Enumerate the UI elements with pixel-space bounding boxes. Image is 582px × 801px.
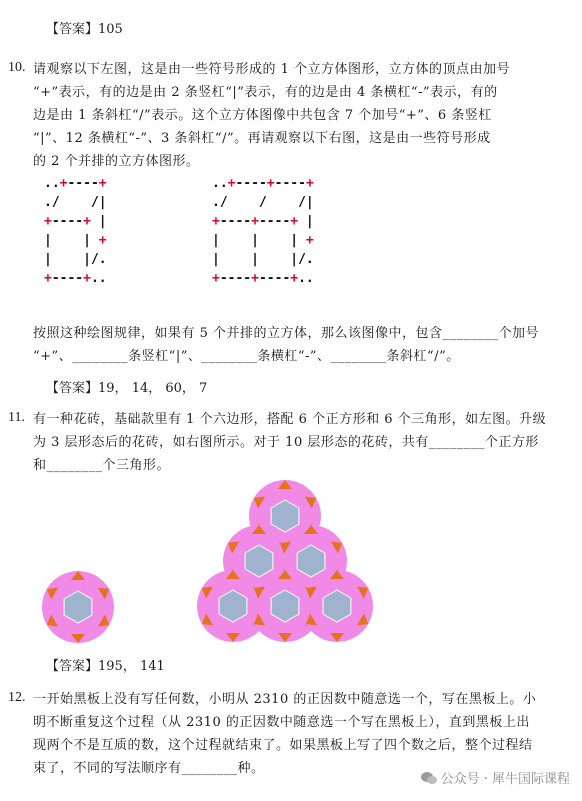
answer-value: 195， 141 [98, 659, 165, 674]
q11-line-2: 为 3 层形态后的花砖，如右图所示。对于 10 层形态的花砖，共有________个正方形 [33, 435, 539, 450]
q11-answer [46, 655, 165, 674]
q10-line-2: “+”表示，有的边是由 2 条竖杠“|”表示，有的边是由 4 条横杠“-”表示，有的 [33, 85, 498, 100]
wechat-icon [421, 771, 437, 785]
q12-line-1: 一开始黑板上没有写任何数，小明从 2310 的正因数中随意选一个，写在黑板上。小 [33, 692, 537, 707]
q12-line-4: 束了，不同的写法顺序有________种。 [33, 761, 265, 776]
q10-question-2: “+”、________条竖杠“|”、________条横杠“-”、________条斜杠“/”。 [33, 349, 460, 364]
answer-value: 105 [98, 22, 123, 37]
watermark [421, 768, 570, 787]
q10-line-5: 的 2 个并排的立方体图形。 [33, 154, 200, 169]
q10-question-1: 按照这种绘图规律，如果有 5 个并排的立方体，那么该图像中，包含________个加号 [33, 326, 540, 341]
q9-answer [46, 18, 123, 37]
answer-tag: 【答案】 [46, 22, 99, 37]
question-number-12: 12. [8, 690, 26, 705]
question-number-11: 11. [8, 410, 25, 425]
double-cube-figure: ..+----+----+ ./ / /| +----+----+ | | | | + | | |/. +----+----+.. [212, 176, 314, 286]
basic-tile [42, 571, 114, 643]
answer-value: 19， 14， 60， 7 [98, 381, 208, 396]
single-cube-figure: ..+----+ ./ /| +----+ | | | + | |/. +----+.. [44, 176, 107, 286]
flower-tiles-figure [0, 470, 582, 655]
q12-line-3: 现两个不是互质的数，这个过程就结束了。如果黑板上写了四个数之后，整个过程结 [33, 738, 533, 753]
watermark-text: 公众号 · 犀牛国际课程 [440, 772, 570, 787]
question-number-10: 10. [8, 60, 26, 75]
q10-line-3: 边是由 1 条斜杠“/”表示。这个立方体图像中共包含 7 个加号“+”、6 条竖杠 [33, 108, 492, 123]
answer-tag: 【答案】 [46, 659, 99, 674]
q12-line-2: 明不断重复这个过程（从 2310 的正因数中随意选一个写在黑板上），直到黑板上出 [33, 715, 530, 730]
q11-line-3: 和________个三角形。 [33, 458, 171, 473]
q11-line-1: 有一种花砖，基础款里有 1 个六边形，搭配 6 个正方形和 6 个三角形，如左图。升级 [33, 412, 547, 427]
q10-line-4: “|”、12 条横杠“-”、3 条斜杠“/”。再请观察以下右图，这是由一些符号形成 [33, 131, 491, 146]
q10-answer [46, 377, 207, 396]
three-layer-tile [197, 480, 373, 642]
q10-line-1: 请观察以下左图，这是由一些符号形成的 1 个立方体图形，立方体的顶点由加号 [33, 62, 511, 77]
answer-tag: 【答案】 [46, 381, 99, 396]
